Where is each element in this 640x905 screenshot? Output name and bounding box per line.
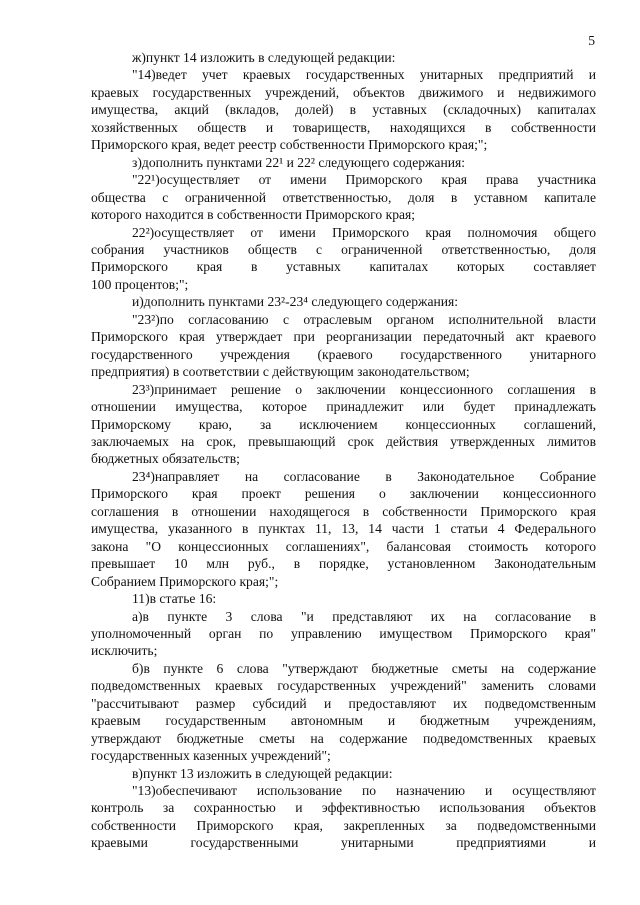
text-line: государственного учреждения (краевого государственного унитарного xyxy=(91,346,596,362)
text-line: уполномоченный орган по управлению имуществом Приморского края" xyxy=(91,625,596,641)
text-line: и)дополнить пунктами 23²-23⁴ следующего содержания: xyxy=(132,294,459,310)
document-body xyxy=(91,49,596,852)
text-line: "13)обеспечивают использование по назначению и осуществляют xyxy=(132,783,596,799)
text-line: "22¹)осуществляет от имени Приморского края права участника xyxy=(132,172,596,188)
text-line: имущества, акций (вкладов, долей) в уставных (складочных) капиталах xyxy=(91,102,596,118)
text-line: Приморского края проект решения о заключении концессионного xyxy=(91,486,596,502)
text-line: предприятия) в соответствии с действующим законодательством; xyxy=(91,364,470,380)
text-line: Собранием Приморского края;"; xyxy=(91,573,279,589)
text-line: Приморского края, ведет реестр собственности Приморского края;"; xyxy=(91,137,488,153)
text-line: превышает 10 млн руб., в порядке, установленном Законодательным xyxy=(91,556,596,572)
text-line: Приморского края утверждает при реорганизации передаточный акт краевого xyxy=(91,329,596,345)
text-line: закона "О концессионных соглашениях", балансовая стоимость которого xyxy=(91,538,596,554)
text-line: краевым государственным автономным и бюджетным учреждениям, xyxy=(91,713,596,729)
text-line: заключаемых на срок, превышающий срок действия утвержденных лимитов xyxy=(91,433,596,449)
text-line: утверждают бюджетные сметы на содержание подведомственных краевых xyxy=(91,730,596,746)
text-line: исключить; xyxy=(91,643,158,659)
text-line: общества с ограниченной ответственностью, доля в уставном капитале xyxy=(91,189,596,205)
text-line: краевыми государственными унитарными предприятиями и xyxy=(91,835,596,851)
text-line: 23⁴)направляет на согласование в Законодательное Собрание xyxy=(132,468,596,484)
text-line: б)в пункте 6 слова "утверждают бюджетные сметы на содержание xyxy=(132,660,596,676)
text-line: з)дополнить пунктами 22¹ и 22² следующего содержания: xyxy=(132,154,466,170)
text-line: хозяйственных обществ и товариществ, находящихся в собственности xyxy=(91,119,596,135)
text-line: 11)в статье 16: xyxy=(132,591,217,607)
text-line: собрания участников обществ с ограниченной ответственностью, доля xyxy=(91,241,596,257)
text-line: соглашения в отношении находящегося в собственности Приморского края xyxy=(91,503,596,519)
text-line: "14)ведет учет краевых государственных унитарных предприятий и xyxy=(132,67,596,83)
text-line: Приморского края в уставных капиталах которых составляет xyxy=(91,259,596,275)
text-line: 22²)осуществляет от имени Приморского края полномочия общего xyxy=(132,224,596,240)
text-line: имущества, указанного в пунктах 11, 13, 14 части 1 статьи 4 Федерального xyxy=(91,521,596,537)
text-line: ж)пункт 14 изложить в следующей редакции: xyxy=(132,50,396,65)
text-line: подведомственных краевых государственных учреждений" заменить словами xyxy=(91,678,596,694)
text-line: Приморскому краю, за исключением концессионных соглашений, xyxy=(91,416,596,432)
text-line: которого находится в собственности Приморского края; xyxy=(91,207,416,223)
text-line: собственности Приморского края, закрепленных за подведомственными xyxy=(91,817,596,833)
text-line: бюджетных обязательств; xyxy=(91,451,240,467)
text-line: а)в пункте 3 слова "и представляют их на согласование в xyxy=(132,608,596,624)
page-number: 5 xyxy=(588,33,595,48)
text-line: 23³)принимает решение о заключении концессионного соглашения в xyxy=(132,381,596,397)
text-line: государственных казенных учреждений"; xyxy=(91,748,331,764)
text-line: краевых государственных учреждений, объектов движимого и недвижимого xyxy=(91,84,596,100)
text-line: контроль за сохранностью и эффективностью использования объектов xyxy=(91,800,596,816)
text-line: в)пункт 13 изложить в следующей редакции: xyxy=(132,765,393,781)
text-line: отношении имущества, которое принадлежит или будет принадлежать xyxy=(91,399,596,415)
text-line: "рассчитывают размер субсидий и предоставляют их подведомственным xyxy=(91,695,596,711)
text-line: 100 процентов;"; xyxy=(91,276,189,292)
text-line: "23²)по согласованию с отраслевым органом исполнительной власти xyxy=(132,311,596,327)
